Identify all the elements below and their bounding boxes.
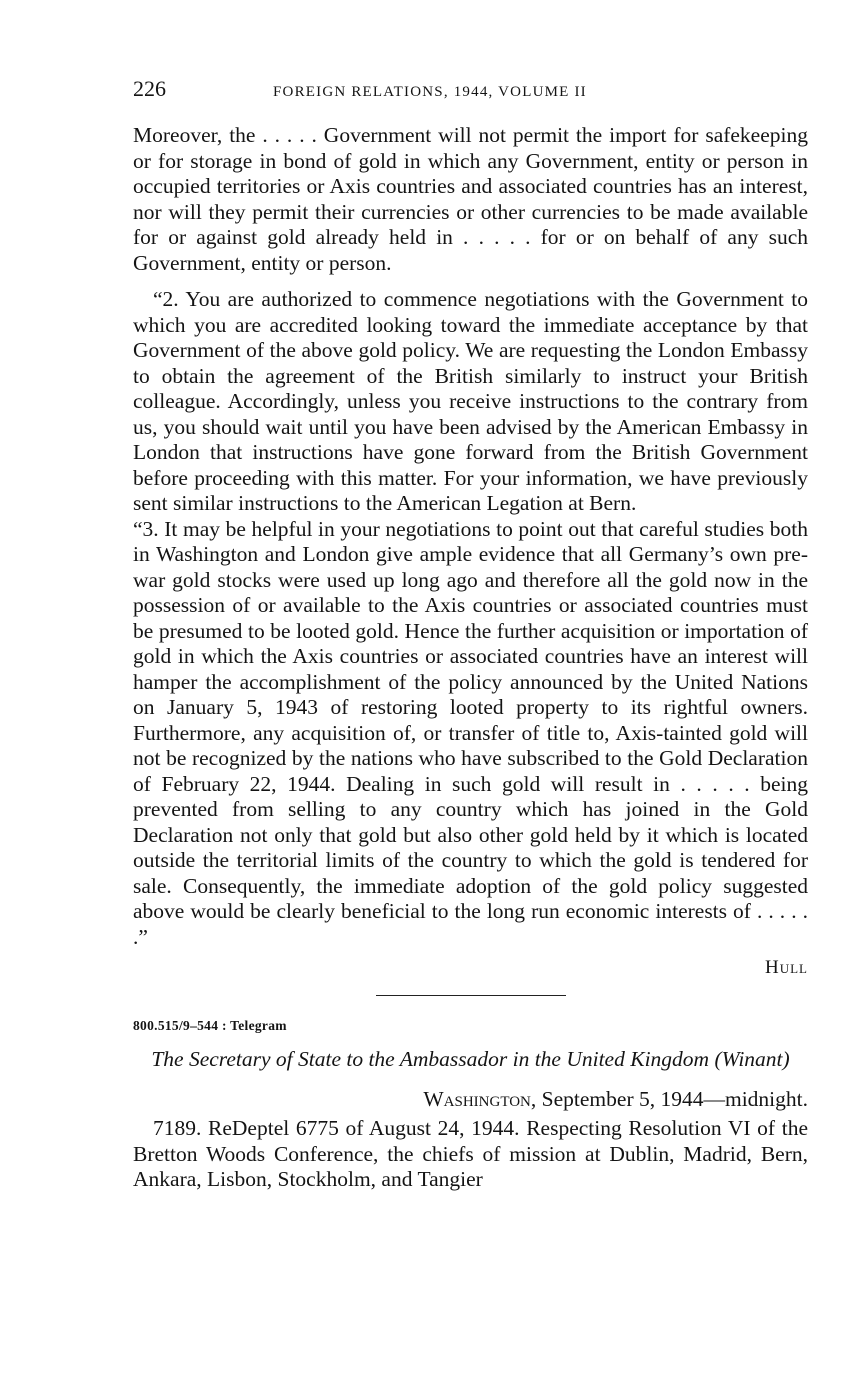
document-page — [133, 76, 808, 1193]
dateline-date: , September 5, 1944—midnight. — [530, 1087, 808, 1111]
paragraph-telegram-7189: 7189. ReDeptel 6775 of August 24, 1944. Respecting Resolution VI of the Bretton Woods Conference, the chiefs of mission at Dublin, Madrid, Bern, Ankara, Lisbon, Stockholm, and Tangier — [133, 1116, 808, 1191]
paragraph-negotiations: “2. You are authorized to commence negotiations with the Government to which you are accredited looking toward the immediate acceptance by that Government of the above gold policy. We are requesting the London Embassy to obtain the agreement of the British similarly to instruct your British colleague. Accordingly, unless you receive instructions to the contrary from us, you should wait until you have been advised by the American Embassy in London that instructions have gone forward from the British Government before proceeding with this matter. For your information, we have previously sent similar instructions to the American Legation at Bern. — [133, 287, 808, 515]
document-title: The Secretary of State to the Ambassador in the United Kingdom (Winant) — [151, 1047, 790, 1071]
file-number: 800.515/9–544 : Telegram — [133, 1018, 287, 1033]
running-header — [133, 76, 808, 106]
signature-hull: Hull — [765, 957, 808, 978]
running-title: FOREIGN RELATIONS, 1944, VOLUME II — [273, 84, 587, 100]
dateline-place: Washington — [423, 1087, 531, 1111]
dateline — [133, 1086, 808, 1112]
paragraph-gold-import: Moreover, the . . . . . Government will not permit the import for safekeeping or for storage in bond of gold in which any Government, entity or person in occupied territories or Axis countries and associated countries has an interest, nor will they permit their currencies or other currencies to be made available for or against gold already held in . . . . . for or on behalf of any such Government, entity or person. — [133, 123, 808, 275]
section-divider — [376, 995, 566, 996]
paragraph-looted-gold: “3. It may be helpful in your negotiations to point out that careful studies both in Washington and London give ample evidence that all Germany’s own pre-war gold stocks were used up long ago and therefore all the gold now in the possession of or available to the Axis countries or associated countries must be presumed to be looted gold. Hence the further acquisition or importation of gold in which the Axis countries or associated countries have an interest will hamper the accomplishment of the policy announced by the United Nations on January 5, 1943 of restoring looted property to its rightful owners. Furthermore, any acquisition of, or transfer of title to, Axis-tainted gold will not be recognized by the nations who have subscribed to the Gold Declaration of February 22, 1944. Dealing in such gold will result in . . . . . being prevented from selling to any country which has joined in the Gold Declaration not only that gold but also other gold held by it which is located outside the territorial limits of the country to which the gold is tendered for sale. Consequently, the immediate adoption of the gold policy suggested above would be clearly beneficial to the long run economic interests of . . . . . .” — [133, 516, 808, 949]
page-number: 226 — [133, 76, 166, 101]
